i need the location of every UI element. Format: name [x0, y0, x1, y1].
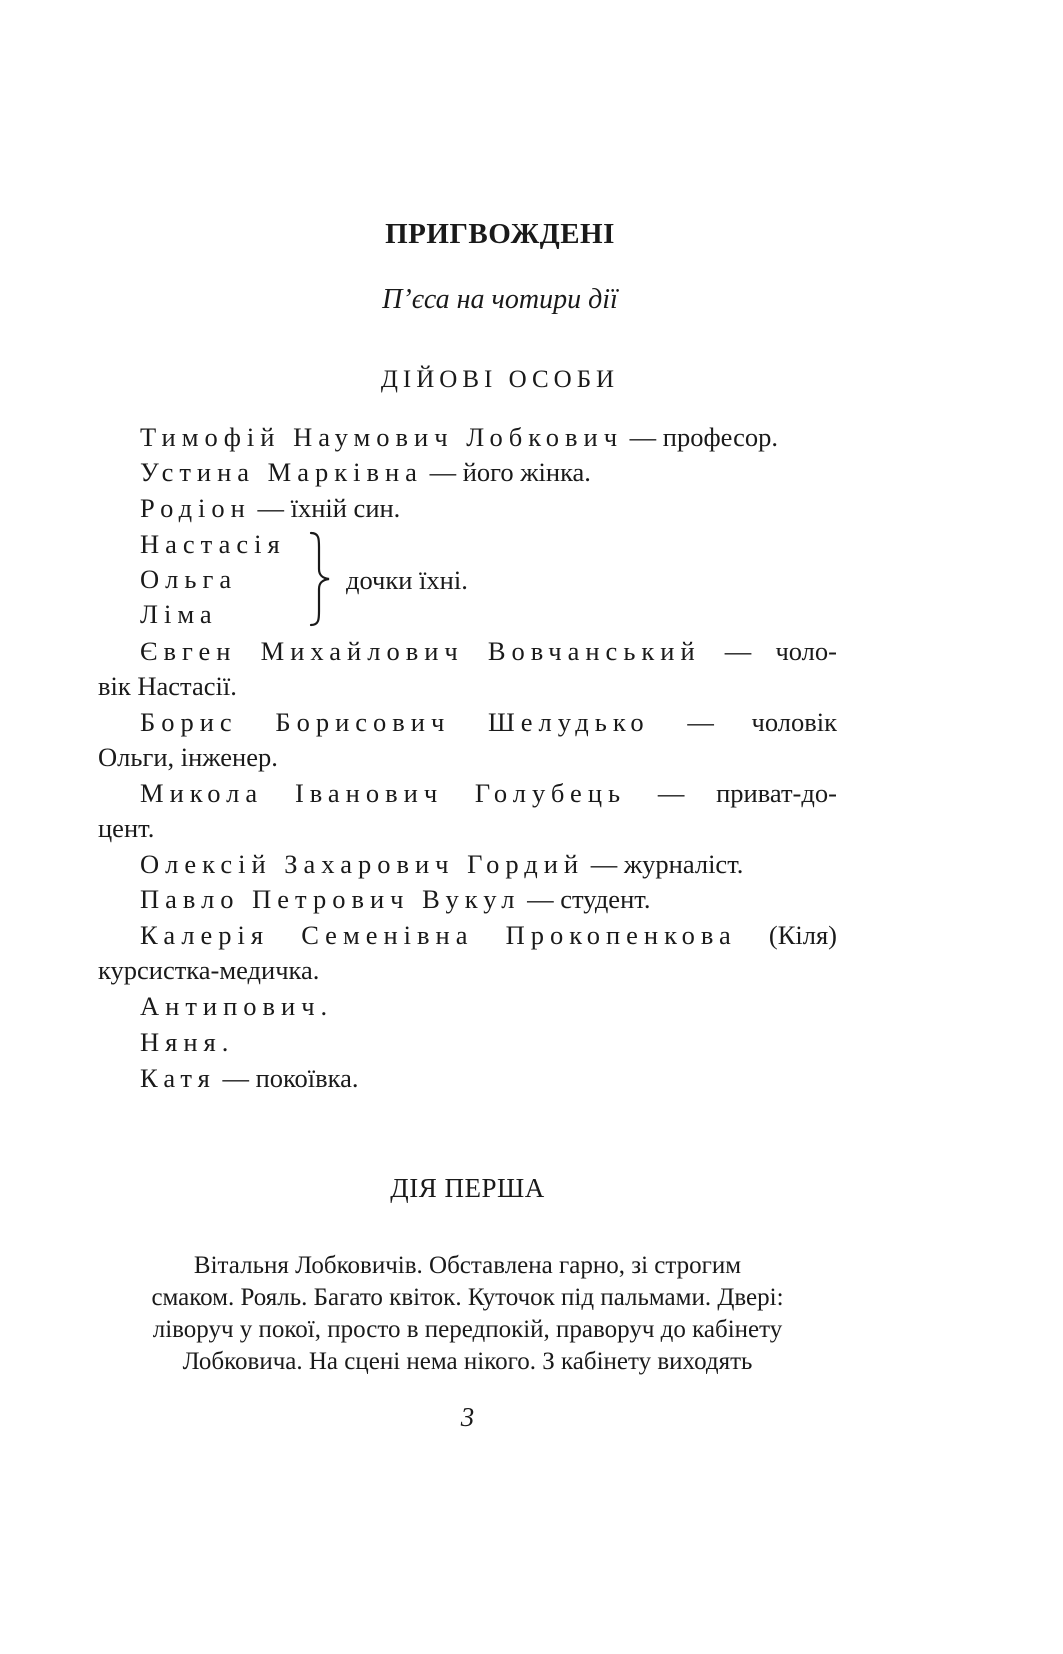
name-word: Вовчанський: [487, 636, 701, 666]
name-word: Борис: [140, 707, 238, 737]
page-number: 3: [460, 1402, 475, 1432]
description-word: чоловік: [751, 707, 837, 737]
cast-entry-katia: [140, 1065, 359, 1092]
stage-direction-line: Вітальня Лобковичів. Обставлена гарно, зі строгим: [193, 1252, 742, 1279]
name-word: Іванович: [294, 778, 444, 808]
cast-entry-vovchanskyi-cont: вік Настасії.: [98, 671, 237, 701]
cast-entry-olha: Ольга: [140, 564, 238, 594]
cast-entry-vukul: [140, 886, 650, 913]
character-description: — їхній син.: [257, 493, 401, 523]
stage-direction-line: смаком. Рояль. Багато квіток. Куточок під пальмами. Двері:: [151, 1284, 784, 1311]
cast-entry-rodion: [140, 495, 400, 522]
act-heading: ДІЯ ПЕРША: [390, 1173, 545, 1203]
name-word: Микола: [140, 778, 264, 808]
cast-entry-hordyi: [140, 851, 743, 878]
cast-heading: ДІЙОВІ ОСОБИ: [380, 366, 620, 393]
character-description: — його жінка.: [429, 457, 591, 487]
cast-entry-sheludko: [140, 709, 837, 736]
play-subtitle: П’єса на чотири дії: [382, 284, 618, 315]
description-word: чоло-: [775, 636, 837, 666]
cast-entry-nanny: Няня.: [140, 1027, 235, 1057]
character-name: Тимофій Наумович Лобкович: [140, 422, 624, 452]
cast-entry-holubets: [140, 780, 837, 807]
character-name: Устина Марківна: [140, 457, 423, 487]
cast-entry-holubets-cont: цент.: [98, 813, 155, 843]
character-description: — студент.: [527, 884, 651, 914]
character-name: Олексій Захарович Гордий: [140, 849, 585, 879]
dash: —: [687, 707, 714, 737]
nickname: (Кіля): [768, 920, 837, 950]
cast-entry-lobkovych: [140, 424, 778, 451]
dash: —: [657, 778, 685, 808]
character-name: Павло Петрович Вукул: [140, 884, 521, 914]
daughters-description: дочки їхні.: [346, 565, 468, 595]
name-word: Калерія: [140, 920, 270, 950]
stage-direction-line: ліворуч у покої, просто в передпокій, праворуч до кабінету: [152, 1316, 783, 1343]
stage-direction-line: Лобковича. На сцені нема нікого. З кабінету виходять: [182, 1348, 753, 1375]
cast-entry-antypovych: Антипович.: [140, 991, 334, 1021]
name-word: Семенівна: [301, 920, 474, 950]
cast-entry-prokopenkova: [140, 922, 837, 949]
cast-entry-sheludko-cont: Ольги, інженер.: [98, 742, 278, 772]
play-title: ПРИГВОЖДЕНІ: [385, 218, 615, 250]
character-description: — журналіст.: [590, 849, 744, 879]
cast-entry-nastasia: Настасія: [140, 529, 286, 559]
character-description: — професор.: [629, 422, 778, 452]
name-word: Борисович: [275, 707, 451, 737]
name-word: Голубець: [474, 778, 627, 808]
cast-entry-vovchanskyi: [140, 638, 837, 665]
name-word: Євген: [140, 636, 237, 666]
character-name: Катя: [140, 1063, 216, 1093]
character-description: — покоївка.: [222, 1063, 359, 1093]
name-word: Прокопенкова: [505, 920, 737, 950]
character-name: Родіон: [140, 493, 251, 523]
name-word: Михайлович: [260, 636, 464, 666]
curly-brace-icon: [305, 531, 333, 627]
cast-entry-lima: Ліма: [140, 599, 218, 629]
cast-entry-ustyna: [140, 459, 591, 486]
description-word: приват-до-: [716, 778, 837, 808]
cast-entry-prokopenkova-cont: курсистка-медичка.: [98, 955, 320, 985]
name-word: Шелудько: [487, 707, 650, 737]
dash: —: [724, 636, 752, 666]
